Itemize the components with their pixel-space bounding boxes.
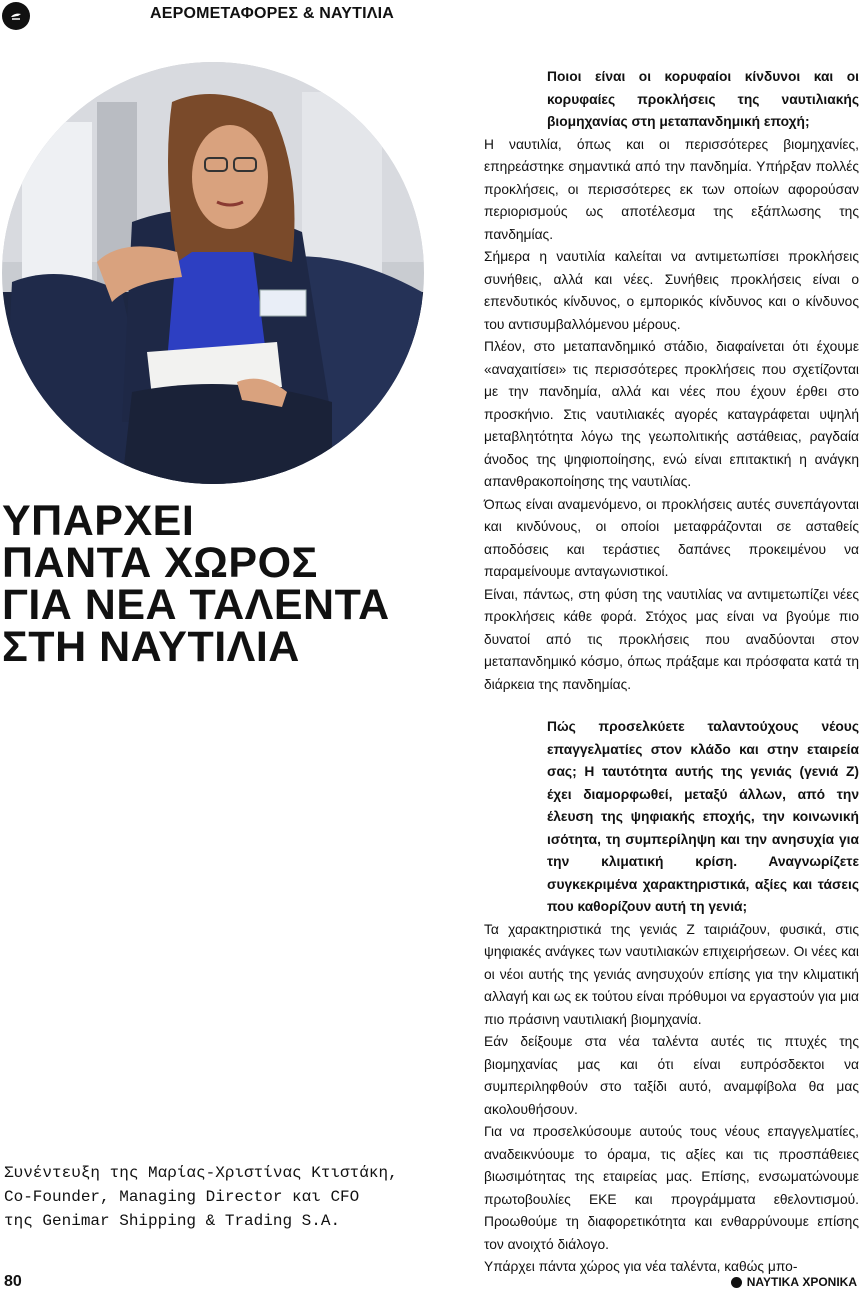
answer-paragraph: Υπάρχει πάντα χώρος για νέα ταλέντα, καθώς μπο- <box>484 1259 798 1274</box>
headline-line: ΓΙΑ ΝΕΑ ΤΑΛΕΝΤΑ <box>2 581 390 629</box>
publication-name: ΝΑΥΤΙΚΑ ΧΡΟΝΙΚΑ <box>746 1275 857 1289</box>
headline-line: ΥΠΑΡΧΕΙ <box>2 497 195 545</box>
headline-line: ΠΑΝΤΑ ΧΩΡΟΣ <box>2 539 318 587</box>
answer-paragraph: Πλέον, στο μεταπανδημικό στάδιο, διαφαίνεται ότι έχουμε «αναχαιτίσει» τις περισσότερες προκλήσεις που σχετίζονται με την πανδημία, αλλά και νέες που έχουν έρθει στο προσκήνιο. Στις ναυτιλιακές αγορές καταγράφεται υψηλή μεταβλητότητα λόγω της γεωπολιτικής αστάθειας, ραγδαία άνοδος της ψηφιοποίησης, ενώ είναι επιτακτική η ανάγκη απανθρακοποίησης της ναυτιλίας. <box>484 339 859 489</box>
article-body <box>484 66 859 1279</box>
answer-paragraph: Σήμερα η ναυτιλία καλείται να αντιμετωπίσει προκλήσεις συνήθεις, αλλά και νέες. Συνήθεις προκλήσεις είναι ο επενδυτικός κίνδυνος, ο εμπορικός κίνδυνος και ο κίνδυνος του αντισυμβαλλόμενου μέρους. <box>484 249 859 332</box>
interview-byline: Συνέντευξη της Μαρίας-Χριστίνας Κτιστάκη, Co-Founder, Managing Director και CFO της Genimar Shipping & Trading S.A. <box>4 1164 398 1230</box>
answer-paragraph: Όπως είναι αναμενόμενο, οι προκλήσεις αυτές συνεπάγονται και κινδύνους, οι οποίοι μεταφράζονται σε ασταθείς αποδόσεις και τεράστιες δαπάνες προκειμένου να παραμείνουμε ανταγωνιστικοί. <box>484 496 859 579</box>
section-title: ΑΕΡΟΜΕΤΑΦΟΡΕΣ & ΝΑΥΤΙΛΙΑ <box>150 5 395 22</box>
answer-paragraph: Τα χαρακτηριστικά της γενιάς Z ταιριάζουν, φυσικά, στις ψηφιακές ανάγκες των ναυτιλιακών επιχειρήσεων. Οι νέες και οι νέοι αυτής της γενιάς ανησυχούν επίσης για την κλιματική αλλαγή και ως εκ τούτου είναι πρόθυμοι να εργαστούν για μια πιο πράσινη ναυτιλιακή βιομηχανία. <box>484 921 859 1027</box>
magazine-logo-icon <box>2 2 30 30</box>
answer-paragraph: Είναι, πάντως, στη φύση της ναυτιλίας να αντιμετωπίζει νέες προκλήσεις κάθε φορά. Στόχος μας είναι να βγούμε πιο δυνατοί από τις προκλήσεις που αναδύονται στον μεταπανδημικό κόσμο, όπως πράξαμε και πρόσφατα κατά τη διάρκεια της πανδημίας. <box>484 586 859 692</box>
publication-logo-icon <box>731 1277 742 1288</box>
answer-paragraph: Για να προσελκύσουμε αυτούς τους νέους επαγγελματίες, αναδεικνύουμε το όραμα, τις αξίες και τις προσπάθειες βιωσιμότητας της εταιρείας μας. Επίσης, ενσωματώνουμε πρωτοβουλίες ΕΚΕ και προγράμματα εθελοντισμού. Προωθούμε τη διαφορετικότητα και ενθαρρύνουμε επίσης τον ανοιχτό διάλογο. <box>484 1124 859 1252</box>
interview-question: Ποιοι είναι οι κορυφαίοι κίνδυνοι και οι κορυφαίες προκλήσεις της ναυτιλιακής βιομηχανίας στη μεταπανδημική εποχή; <box>547 69 859 129</box>
publication-brand <box>731 1275 857 1289</box>
interview-question: Πώς προσελκύετε ταλαντούχους νέους επαγγελματίες στον κλάδο και στην εταιρεία σας; Η ταυτότητα αυτής της γενιάς (γενιά Z) έχει διαμορφωθεί, μεταξύ άλλων, από την έλευση της ψηφιακής εποχής, την κοινωνική ισότητα, τη συμπερίληψη και την ανησυχία για την κλιματική κρίση. Αναγνωρίζετε συγκεκριμένα χαρακτηριστικά, αξίες και τάσεις που καθορίζουν αυτή τη γενιά; <box>547 719 859 914</box>
article-headline <box>2 497 442 671</box>
answer-paragraph: Εάν δείξουμε στα νέα ταλέντα αυτές τις πτυχές της βιομηχανίας μας και ότι είναι ευπρόσδεκτοι να συμπεριληφθούν στο ταξίδι αυτό, αναμφίβολα θα μας ακολουθήσουν. <box>484 1034 859 1117</box>
answer-paragraph: Η ναυτιλία, όπως και οι περισσότερες βιομηχανίες, επηρεάστηκε σημαντικά από την πανδημία. Υπήρξαν πολλές προκλήσεις, οι περισσότερες εκ των οποίων αφορούσαν περιορισμούς ως αποτέλεσμα της εξάπλωσης της πανδημίας. <box>484 136 859 242</box>
interviewee-photo <box>2 62 424 484</box>
headline-line: ΣΤΗ ΝΑΥΤΙΛΙΑ <box>2 623 300 671</box>
page-number: 80 <box>4 1273 22 1290</box>
